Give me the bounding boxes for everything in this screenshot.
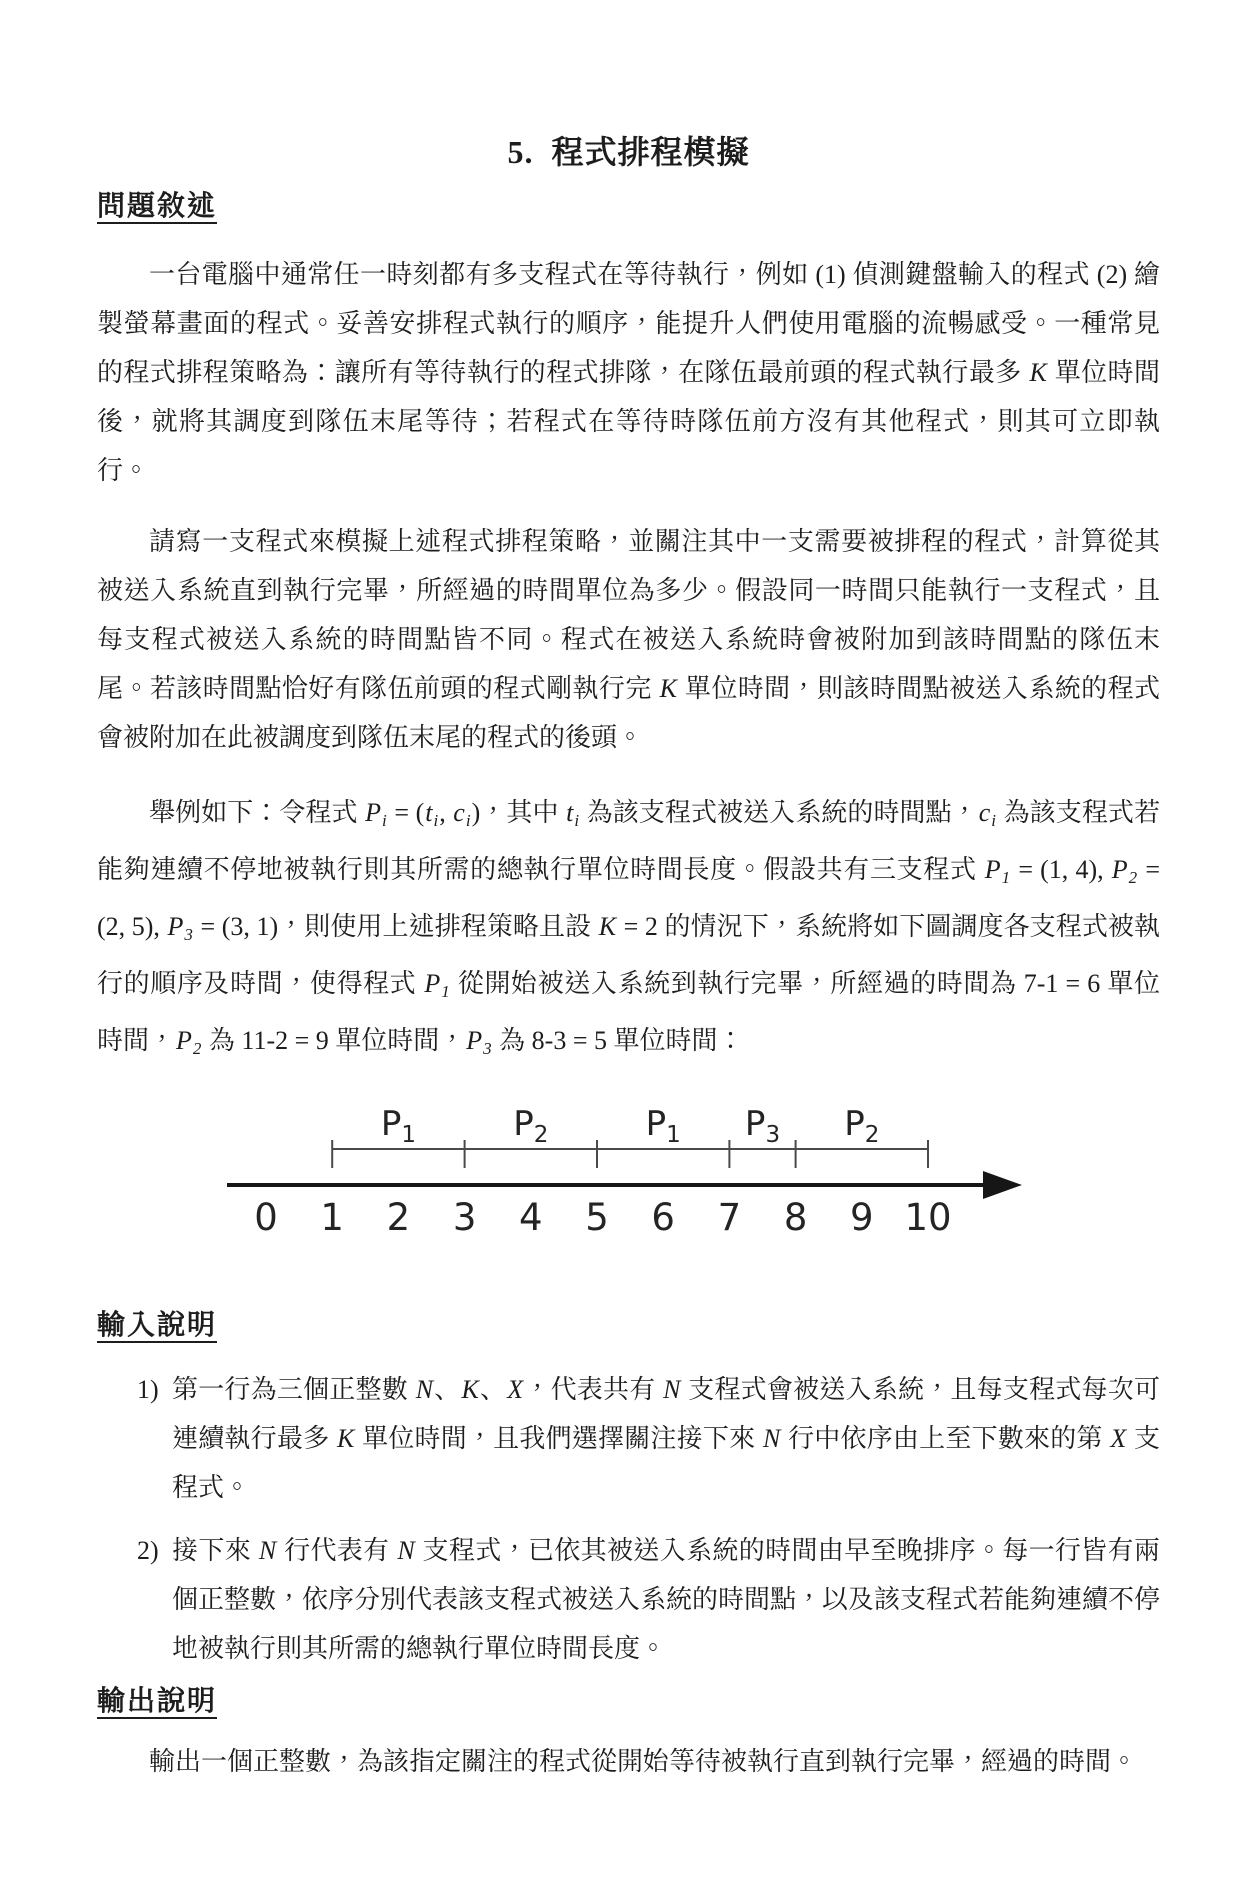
axis-tick-label: 3 — [452, 1196, 477, 1239]
text-run: 一台電腦中通常任一時刻都有多支程式在等待執行，例如 (1) 偵測鍵盤輸入的程式 (2) 繪製螢幕畫面的程式。妥善安排程式執行的順序，能提升人們使用電腦的流暢感受。一種常見的程式排程策略為：讓所有等待執行的程式排隊，在隊伍最前頭的程式執行最多 — [97, 260, 1160, 387]
math-var: 2 — [1128, 868, 1138, 887]
math-var: N — [663, 1375, 681, 1404]
text-run: = (2, 5), — [97, 855, 1160, 941]
text-run: 支程式會被送入系統，且每支程式每次可連續執行最多 — [172, 1375, 1160, 1453]
axis-tick-label: 8 — [783, 1196, 808, 1239]
text-run: 支程式，已依其被送入系統的時間由早至晚排序。每一行皆有兩個正整數，依序分別代表該支程式被送入系統的時間點，以及該支程式若能夠連續不停地被執行則其所需的總執行單位時間長度。 — [172, 1536, 1161, 1663]
problem-paragraph-2 — [97, 517, 1160, 762]
math-var: c — [453, 798, 465, 827]
math-var: i — [382, 811, 387, 830]
axis-tick-label: 9 — [850, 1196, 874, 1239]
section-heading-input: 輸入說明 — [97, 1310, 218, 1341]
math-var: t — [425, 798, 433, 827]
axis-arrowhead — [983, 1171, 1022, 1199]
text-run: 單位時間，則該時間點被送入系統的程式會被附加在此被調度到隊伍末尾的程式的後頭。 — [97, 674, 1160, 752]
text-run: 行代表有 — [277, 1536, 397, 1565]
math-var: P — [424, 969, 441, 998]
segment-label: $P_1$ — [645, 1104, 681, 1148]
math-var: N — [258, 1536, 277, 1565]
math-var: 2 — [192, 1039, 202, 1058]
schedule-timeline-figure — [0, 1089, 1241, 1257]
text-run: 為該支程式若能夠連續不停地被執行則其所需的總執行單位時間長度。假設共有三支程式 — [97, 798, 1160, 884]
math-var: i — [465, 811, 471, 830]
text-run: 第一行為三個正整數 — [172, 1375, 415, 1404]
math-var: P — [984, 855, 1001, 884]
list-item-text — [172, 1375, 1160, 1502]
text-run: = (1, 4), — [1011, 855, 1111, 884]
text-run: )，其中 — [471, 798, 566, 827]
document-page — [0, 130, 1241, 1885]
text-run: = ( — [387, 798, 425, 827]
axis-tick-label: 5 — [585, 1196, 609, 1239]
math-var: K — [1029, 358, 1047, 387]
axis-tick-label: 7 — [717, 1196, 742, 1239]
segment-label: $P_2$ — [513, 1104, 549, 1148]
math-var: N — [397, 1536, 415, 1565]
list-item-text — [172, 1536, 1160, 1663]
input-description-list — [97, 1365, 1160, 1673]
math-var: X — [507, 1375, 524, 1404]
segment-label: $P_1$ — [380, 1104, 416, 1148]
math-var: P — [466, 1026, 483, 1055]
axis-tick-label: 0 — [254, 1196, 278, 1239]
text-run: 支程式。 — [172, 1424, 1160, 1502]
math-var: K — [337, 1424, 355, 1453]
math-var: P — [1111, 855, 1128, 884]
text-run: ，代表共有 — [524, 1375, 663, 1404]
axis-tick-label: 6 — [651, 1196, 675, 1239]
math-var: N — [763, 1424, 781, 1453]
section-heading-problem: 問題敘述 — [97, 191, 218, 222]
text-run: 、 — [479, 1375, 507, 1404]
math-var: 3 — [483, 1039, 492, 1058]
math-var: P — [365, 798, 382, 827]
axis-tick-label: 2 — [386, 1196, 411, 1239]
math-var: i — [991, 811, 997, 830]
segment-label: $P_2$ — [844, 1104, 880, 1148]
list-item-input-1 — [97, 1365, 1160, 1512]
math-var: K — [659, 674, 677, 703]
text-run: 舉例如下：令程式 — [149, 798, 365, 827]
math-var: t — [566, 798, 574, 827]
math-var: K — [598, 912, 617, 941]
text-run: 請寫一支程式來模擬上述程式排程策略，並關注其中一支需要被排程的程式，計算從其被送入系統直到執行完畢，所經過的時間單位為多少。假設同一時間只能執行一支程式，且每支程式被送入系統的時間點皆不同。程式在被送入系統時會被附加到該時間點的隊伍末尾。若該時間點恰好有隊伍前頭的程式剛執行完 — [97, 527, 1160, 703]
math-var: 1 — [441, 982, 450, 1001]
text-run: 行中依序由上至下數來的第 — [781, 1424, 1110, 1453]
axis-tick-label: 1 — [320, 1196, 344, 1239]
math-var: P — [176, 1026, 192, 1055]
math-var: i — [433, 811, 439, 830]
text-run: 輸出一個正整數，為該指定關注的程式從開始等待被執行直到執行完畢，經過的時間。 — [149, 1747, 1138, 1776]
list-item-input-2 — [97, 1526, 1160, 1673]
text-run: 、 — [434, 1375, 461, 1404]
segment-label: $P_3$ — [744, 1104, 781, 1148]
timeline-svg — [0, 1089, 1241, 1257]
section-heading-output: 輸出說明 — [97, 1686, 218, 1717]
text-run: , — [439, 798, 453, 827]
math-var: K — [461, 1375, 479, 1404]
text-run: = 2 的情況下，系統將如下圖調度各支程式被執行的順序及時間，使得程式 — [97, 912, 1160, 998]
output-paragraph — [97, 1737, 1160, 1786]
problem-paragraph-1 — [97, 250, 1160, 495]
axis-tick-label: 10 — [904, 1196, 952, 1239]
math-var: X — [1110, 1424, 1127, 1453]
math-var: P — [167, 912, 184, 941]
math-var: 3 — [184, 925, 193, 944]
list-item-marker: 2) — [137, 1536, 159, 1565]
page-title: 5. 程式排程模擬 — [507, 134, 750, 170]
axis-tick-label: 4 — [519, 1196, 543, 1239]
text-run: = (3, 1)，則使用上述排程策略且設 — [193, 912, 598, 941]
text-run: 單位時間，且我們選擇關注接下來 — [355, 1424, 763, 1453]
text-run: 從開始被送入系統到執行完畢，所經過的時間為 7-1 = 6 單位時間， — [97, 969, 1160, 1055]
math-var: c — [978, 798, 991, 827]
text-run: 為 11-2 = 9 單位時間， — [202, 1026, 466, 1055]
text-run: 為 8-3 = 5 單位時間： — [492, 1026, 744, 1055]
text-run: 單位時間後，就將其調度到隊伍末尾等待；若程式在等待時隊伍前方沒有其他程式，則其可立即執行。 — [97, 358, 1160, 485]
math-var: N — [415, 1375, 434, 1404]
text-run: 為該支程式被送入系統的時間點， — [580, 798, 978, 827]
text-run: 接下來 — [172, 1536, 258, 1565]
problem-paragraph-3 — [97, 788, 1160, 1073]
math-var: i — [574, 811, 580, 830]
math-var: 1 — [1001, 868, 1011, 887]
list-item-marker: 1) — [137, 1375, 159, 1404]
